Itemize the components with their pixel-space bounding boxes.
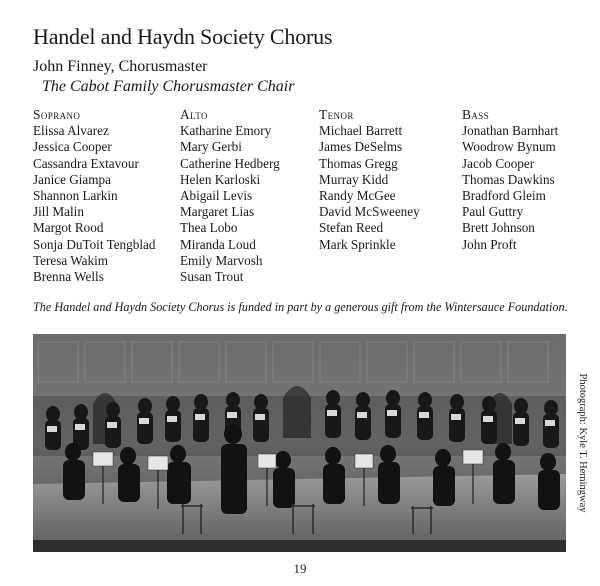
page-title: Handel and Haydn Society Chorus [33, 24, 333, 49]
chorusmaster-line: John Finney, Chorusmaster [33, 58, 208, 75]
chorus-member: Brenna Wells [33, 269, 104, 285]
chorus-member: Woodrow Bynum [462, 139, 556, 155]
chorus-member: David McSweeney [319, 204, 420, 220]
chorus-member: Murray Kidd [319, 171, 389, 187]
chorus-member: Mark Sprinkle [319, 236, 396, 252]
chorus-member: Shannon Larkin [33, 188, 118, 204]
chorus-performance-photo [33, 334, 566, 552]
chorus-member: Emily Marvosh [180, 252, 263, 268]
alto-column [180, 107, 280, 285]
chorus-member: Michael Barrett [319, 123, 403, 139]
chorus-member: Elissa Alvarez [33, 123, 109, 139]
chorus-member: Randy McGee [319, 188, 396, 204]
chorus-member: Jill Malin [33, 204, 84, 220]
chorus-member: Teresa Wakim [33, 252, 109, 268]
chorus-member: Katharine Emory [180, 123, 272, 139]
chorus-member: Bradford Gleim [462, 188, 546, 204]
chorus-member: John Proft [462, 236, 517, 252]
chorus-member: Thomas Gregg [319, 155, 398, 171]
soprano-column [33, 107, 155, 285]
section-heading-soprano: Soprano [33, 107, 81, 122]
chorus-member: Jonathan Barnhart [462, 123, 559, 139]
chorus-member: Miranda Loud [180, 236, 256, 252]
page-number: 19 [293, 561, 307, 576]
chorus-member: Abigail Levis [180, 188, 253, 204]
tenor-column [319, 107, 420, 253]
chorus-member: Cassandra Extavour [33, 155, 139, 171]
bass-column [462, 107, 558, 253]
chorus-member: Thea Lobo [180, 220, 238, 236]
chorus-member: Susan Trout [180, 269, 244, 285]
photo-credit-text: Photograph: Kyle T. Hemingway [577, 373, 588, 513]
photo-credit [573, 334, 589, 552]
chorus-member: Stefan Reed [319, 220, 384, 236]
chorus-member: Margot Rood [33, 220, 104, 236]
chorus-member: Sonja DuToit Tengblad [33, 236, 156, 252]
chorus-member: Paul Guttry [462, 204, 524, 220]
chorus-member: Jacob Cooper [462, 155, 535, 171]
chorus-member: Catherine Hedberg [180, 155, 280, 171]
chorus-member: Thomas Dawkins [462, 171, 555, 187]
chorus-member: Janice Giampa [33, 171, 111, 187]
section-heading-tenor: Tenor [319, 107, 354, 122]
chorus-member: Jessica Cooper [33, 139, 112, 155]
chorus-member: Brett Johnson [462, 220, 535, 236]
section-heading-alto: Alto [180, 107, 208, 122]
chorus-member: Margaret Lias [180, 204, 255, 220]
chorus-member: Helen Karloski [180, 171, 261, 187]
section-heading-bass: Bass [462, 107, 490, 122]
funding-note: The Handel and Haydn Society Chorus is funded in part by a generous gift from the Wintersauce Foundation. [33, 300, 568, 314]
chorus-member: Mary Gerbi [180, 139, 242, 155]
chorus-member: James DeSelms [319, 139, 403, 155]
chair-line: The Cabot Family Chorusmaster Chair [42, 78, 295, 95]
